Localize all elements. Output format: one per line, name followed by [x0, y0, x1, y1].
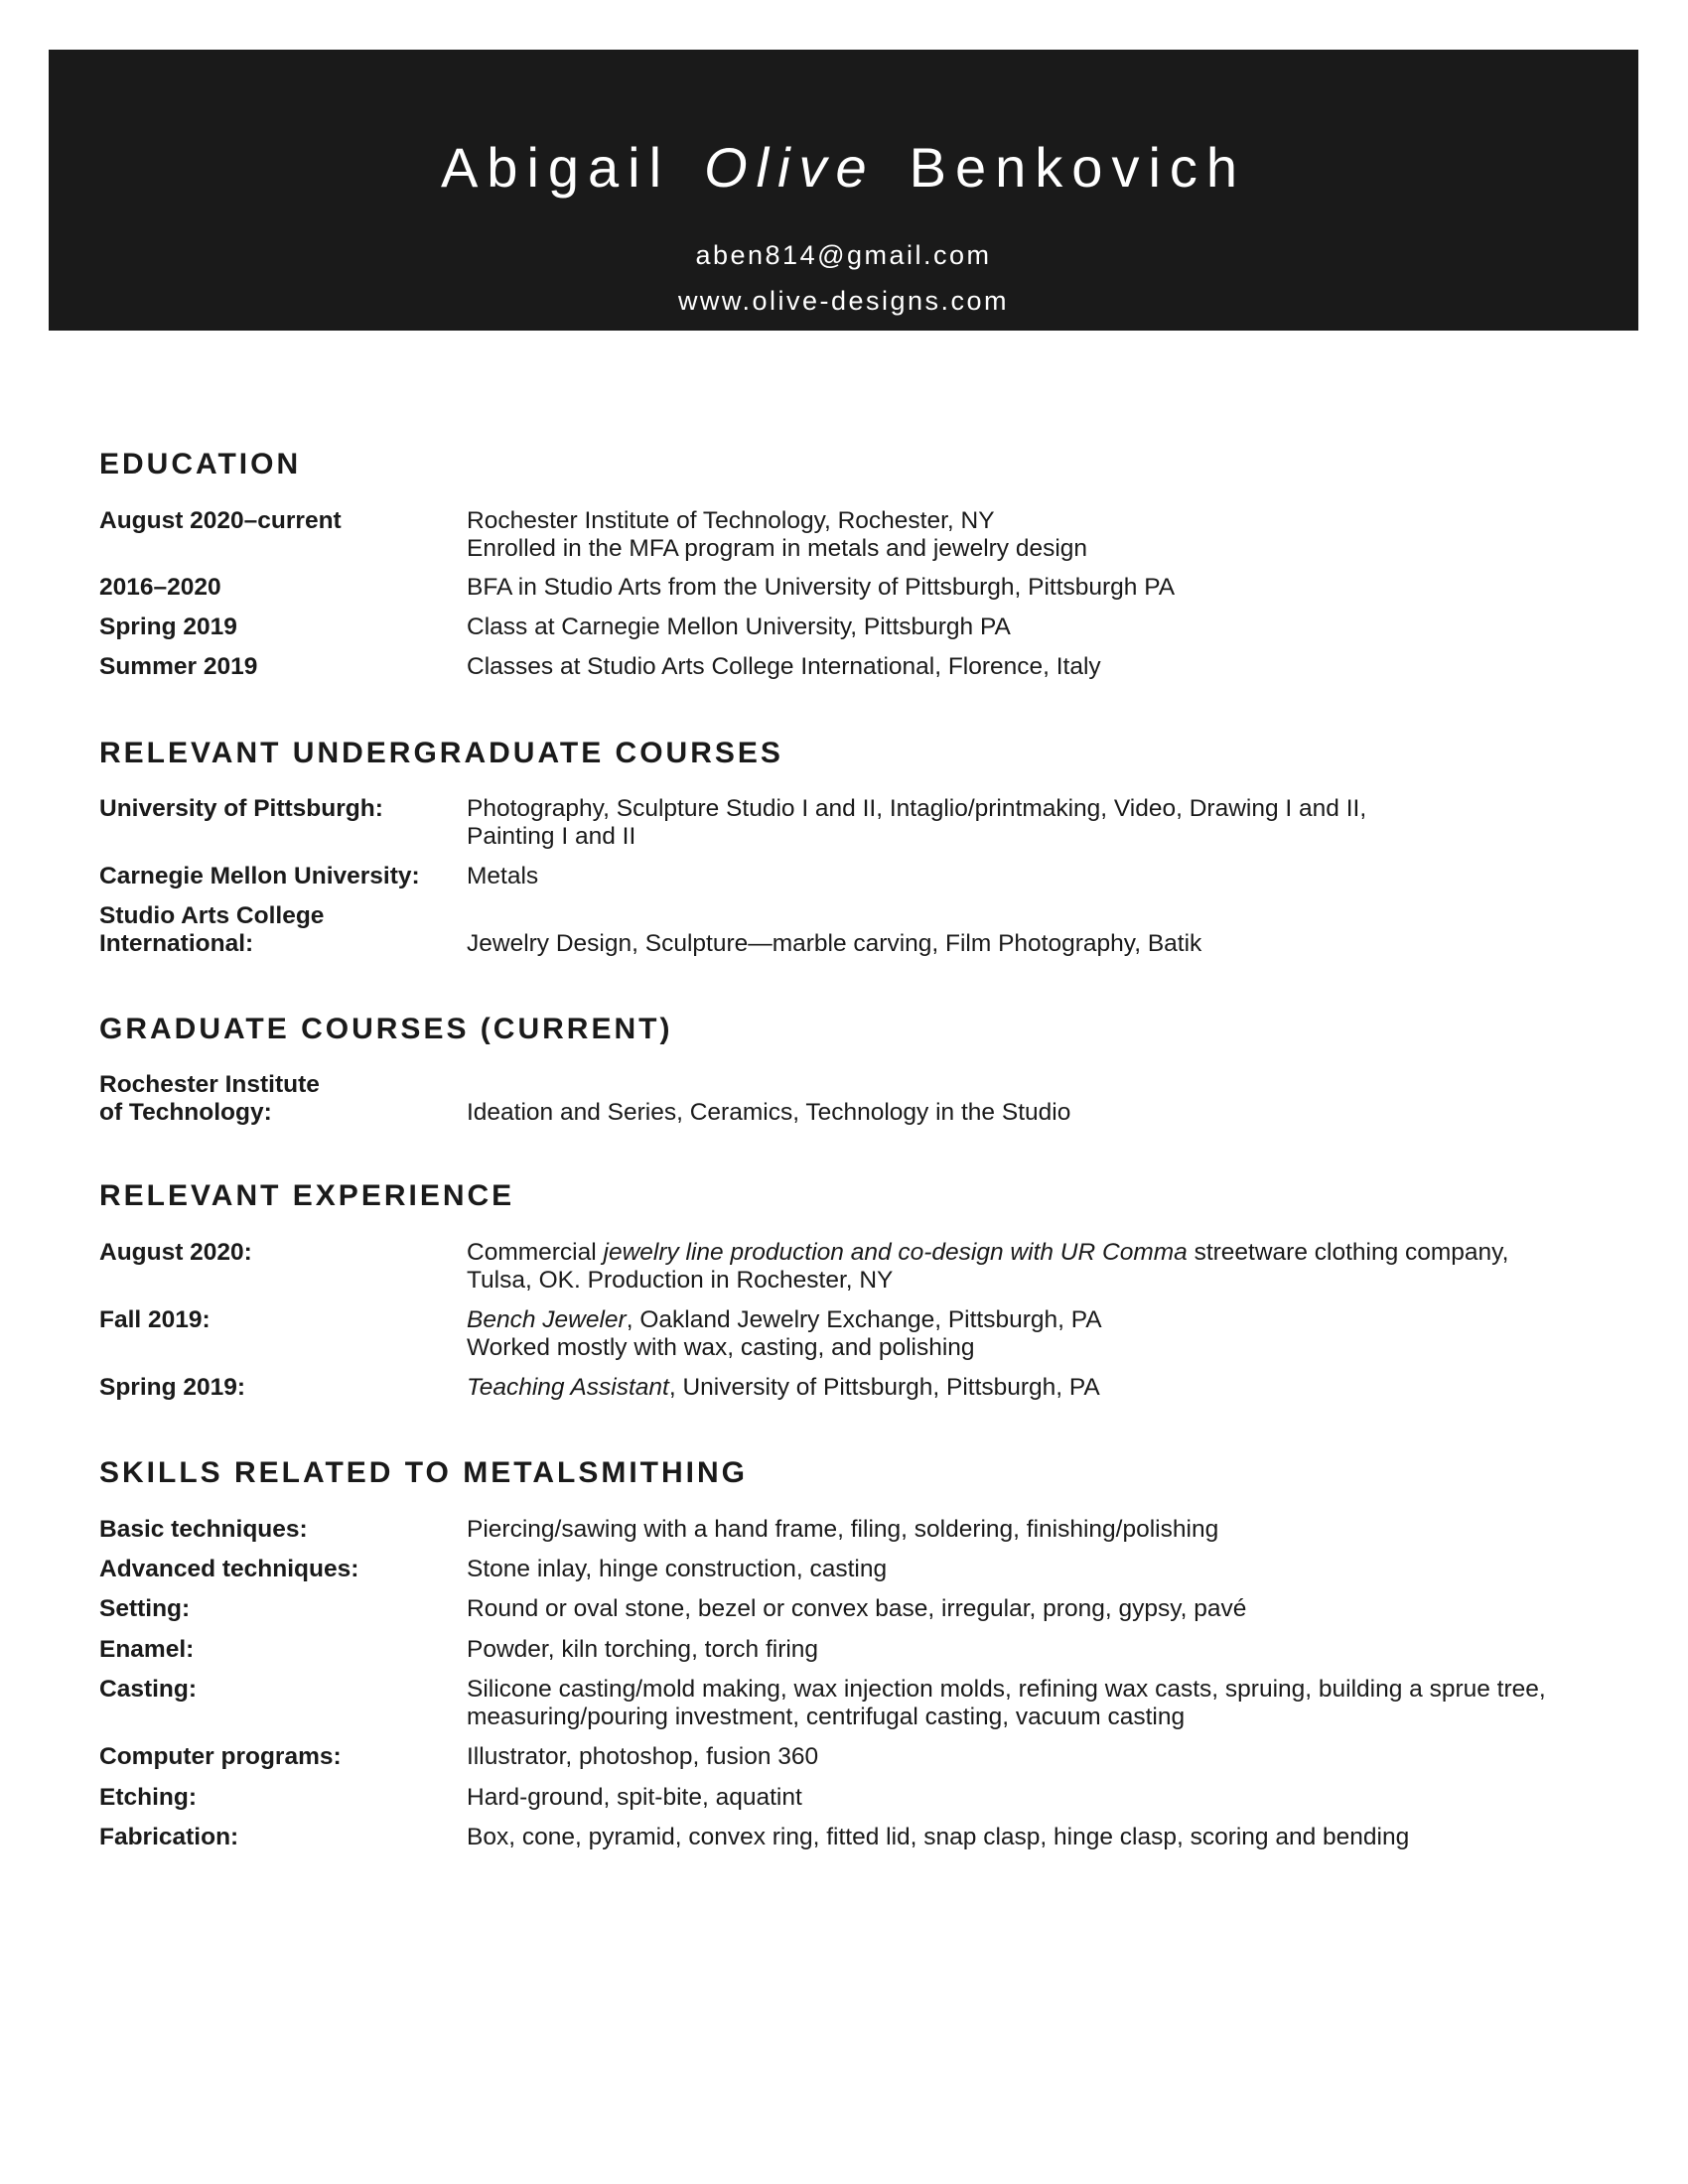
detail-line: Silicone casting/mold making, wax injection molds, refining wax casts, spruing, building a sprue tree, — [467, 1676, 1546, 1703]
institution-label: Carnegie Mellon University: — [99, 863, 420, 889]
education-detail — [467, 507, 1688, 563]
role-text: Teaching Assistant — [467, 1374, 669, 1401]
skill-detail — [467, 1595, 1688, 1623]
experience-detail — [467, 1239, 1688, 1295]
skill-label: Casting: — [99, 1676, 197, 1703]
undergrad-courses-heading: RELEVANT UNDERGRADUATE COURSES — [99, 737, 783, 769]
skill-detail — [467, 1516, 1688, 1544]
experience-heading: RELEVANT EXPERIENCE — [99, 1179, 515, 1212]
detail-line — [467, 1374, 1688, 1402]
skill-label: Computer programs: — [99, 1743, 342, 1770]
detail-line: Painting I and II — [467, 823, 636, 850]
skill-label: Enamel: — [99, 1636, 195, 1663]
full-name — [49, 135, 1638, 201]
education-date: Spring 2019 — [99, 614, 237, 640]
skill-detail — [467, 1636, 1688, 1664]
detail-line: Classes at Studio Arts College International, Florence, Italy — [467, 653, 1101, 680]
detail-line: Tulsa, OK. Production in Rochester, NY — [467, 1267, 894, 1294]
education-detail — [467, 574, 1688, 602]
education-detail — [467, 653, 1688, 681]
detail-line — [467, 1306, 1688, 1334]
graduate-courses-heading: GRADUATE COURSES (CURRENT) — [99, 1013, 673, 1045]
website-link[interactable]: www.olive-designs.com — [677, 286, 1010, 316]
label-line: Rochester Institute — [99, 1071, 320, 1098]
label-line: Studio Arts College — [99, 902, 325, 929]
detail-line: Illustrator, photoshop, fusion 360 — [467, 1743, 819, 1770]
detail-line: Metals — [467, 863, 539, 889]
institution-label — [99, 1071, 447, 1127]
label-line: International: — [99, 930, 254, 957]
detail-line — [467, 1239, 1688, 1267]
detail-line: Round or oval stone, bezel or convex base, irregular, prong, gypsy, pavé — [467, 1595, 1247, 1622]
email[interactable]: aben814@gmail.com — [695, 240, 992, 270]
skill-detail — [467, 1824, 1688, 1851]
role-text: jewelry line production and co-design with UR Comma — [603, 1239, 1188, 1266]
detail-line: Photography, Sculpture Studio I and II, Intaglio/printmaking, Video, Drawing I and II, — [467, 795, 1367, 822]
experience-detail — [467, 1374, 1688, 1402]
detail-line: Box, cone, pyramid, convex ring, fitted lid, snap clasp, hinge clasp, scoring and bending — [467, 1824, 1410, 1850]
skill-label: Etching: — [99, 1784, 197, 1811]
skill-detail — [467, 1676, 1688, 1731]
first-name: Abigail — [440, 136, 671, 199]
header-banner — [49, 50, 1638, 331]
label-line: of Technology: — [99, 1099, 272, 1126]
detail-line: Class at Carnegie Mellon University, Pittsburgh PA — [467, 614, 1011, 640]
detail-line: BFA in Studio Arts from the University of Pittsburgh, Pittsburgh PA — [467, 574, 1176, 601]
skill-label: Setting: — [99, 1595, 191, 1622]
detail-line: Rochester Institute of Technology, Rochester, NY — [467, 507, 995, 534]
detail-line: Hard-ground, spit-bite, aquatint — [467, 1784, 802, 1811]
last-name: Benkovich — [909, 136, 1247, 199]
detail-line: Powder, kiln torching, torch firing — [467, 1636, 819, 1663]
detail-line: Enrolled in the MFA program in metals and jewelry design — [467, 535, 1088, 562]
text-segment: Commercial — [467, 1239, 604, 1266]
skill-detail — [467, 1784, 1688, 1812]
experience-date: August 2020: — [99, 1239, 252, 1266]
detail-line: Stone inlay, hinge construction, casting — [467, 1556, 888, 1582]
course-list — [467, 1099, 1688, 1127]
text-segment: , University of Pittsburgh, Pittsburgh, PA — [668, 1374, 1100, 1401]
text-segment: streetware clothing company, — [1187, 1239, 1509, 1266]
experience-detail — [467, 1306, 1688, 1362]
detail-line: Piercing/sawing with a hand frame, filing, soldering, finishing/polishing — [467, 1516, 1219, 1543]
education-date: 2016–2020 — [99, 574, 221, 601]
course-list — [467, 795, 1688, 851]
education-detail — [467, 614, 1688, 641]
experience-date: Spring 2019: — [99, 1374, 246, 1401]
skill-label: Advanced techniques: — [99, 1556, 359, 1582]
education-heading: EDUCATION — [99, 448, 302, 480]
middle-name: Olive — [704, 136, 876, 199]
course-list — [467, 930, 1688, 958]
education-date: August 2020–current — [99, 507, 342, 534]
skills-heading: SKILLS RELATED TO METALSMITHING — [99, 1456, 748, 1489]
skill-label: Basic techniques: — [99, 1516, 308, 1543]
text-segment: , Oakland Jewelry Exchange, Pittsburgh, PA — [626, 1306, 1102, 1333]
skill-label: Fabrication: — [99, 1824, 239, 1850]
detail-line: Jewelry Design, Sculpture—marble carving, Film Photography, Batik — [467, 930, 1202, 957]
detail-line: measuring/pouring investment, centrifugal casting, vacuum casting — [467, 1704, 1186, 1730]
detail-line: Ideation and Series, Ceramics, Technology in the Studio — [467, 1099, 1071, 1126]
education-date: Summer 2019 — [99, 653, 258, 680]
detail-line: Worked mostly with wax, casting, and polishing — [467, 1334, 975, 1361]
role-text: Bench Jeweler — [467, 1306, 627, 1333]
institution-label — [99, 902, 447, 958]
course-list — [467, 863, 1688, 890]
institution-label: University of Pittsburgh: — [99, 795, 383, 822]
skill-detail — [467, 1556, 1688, 1583]
skill-detail — [467, 1743, 1688, 1771]
experience-date: Fall 2019: — [99, 1306, 211, 1333]
